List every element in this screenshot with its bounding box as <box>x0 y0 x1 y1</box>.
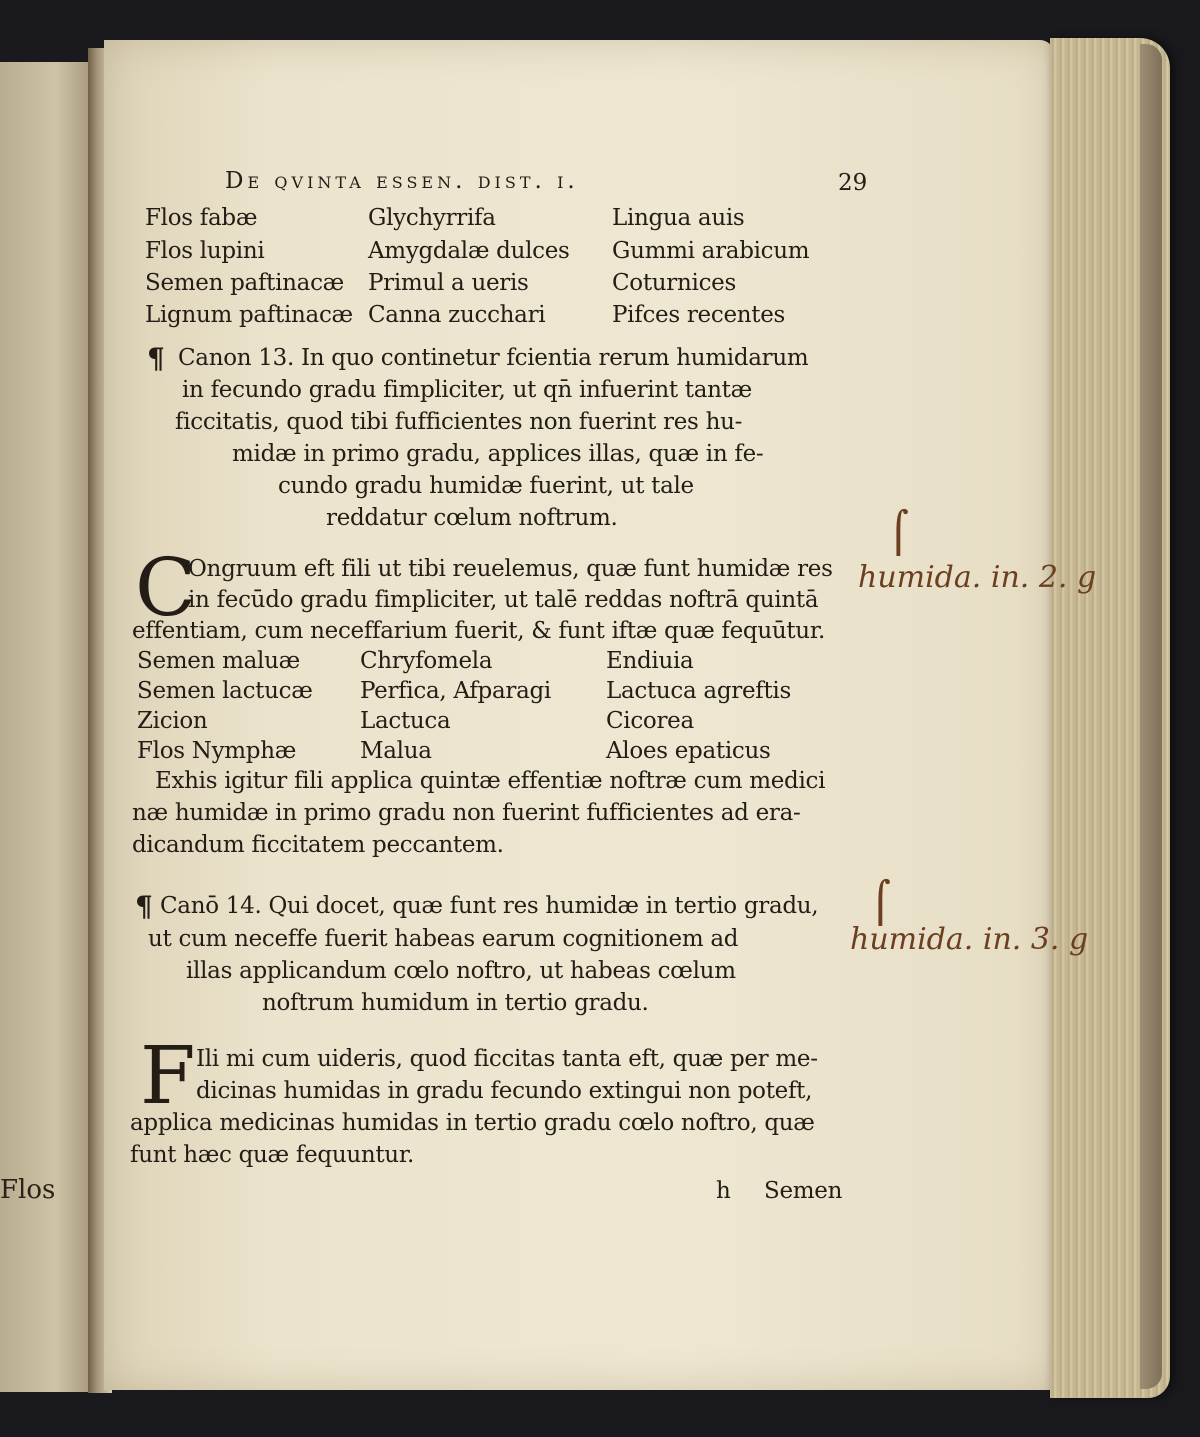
heading-line: ficcitatis, quod tibi fufficientes non fuerint res hu- <box>175 409 743 435</box>
paragraph-line: in fecūdo gradu fimpliciter, ut talē reddas noftrā quintā <box>188 587 819 613</box>
paragraph-line: Exhis igitur fili applica quintæ effentiæ noftræ cum medici <box>155 768 826 794</box>
list-item: Zicion <box>137 708 208 734</box>
heading-line: in fecundo gradu fimpliciter, ut qn̄ infuerint tantæ <box>182 377 752 403</box>
list-item: Flos fabæ <box>145 205 258 231</box>
heading-line: ut cum neceffe fuerit habeas earum cognitionem ad <box>148 926 739 952</box>
list-item: Semen maluæ <box>137 648 300 674</box>
list-item: Canna zucchari <box>368 302 546 328</box>
list-item: Cicorea <box>606 708 694 734</box>
marginal-note: humida. in. 3. g <box>850 922 1089 957</box>
folio-number: 29 <box>838 170 868 196</box>
pilcrow-icon: ¶ <box>147 342 165 375</box>
list-item: Semen lactucæ <box>137 678 313 704</box>
list-item: Semen paftinacæ <box>145 270 344 296</box>
list-item: Malua <box>360 738 432 764</box>
signature-mark: h <box>716 1178 731 1204</box>
list-item: Endiuia <box>606 648 694 674</box>
paragraph-line: applica medicinas humidas in tertio gradu cœlo noftro, quæ <box>130 1110 815 1136</box>
list-item: Amygdalæ dulces <box>368 238 570 264</box>
paragraph-line: funt hæc quæ fequuntur. <box>130 1142 415 1168</box>
list-item: Primul a ueris <box>368 270 529 296</box>
list-item: Gummi arabicum <box>612 238 810 264</box>
pilcrow-icon: ¶ <box>135 890 153 923</box>
paragraph-line: Ongruum eft fili ut tibi reuelemus, quæ funt humidæ res <box>188 556 833 582</box>
list-item: Aloes epaticus <box>606 738 771 764</box>
heading-line: noftrum humidum in tertio gradu. <box>262 990 649 1016</box>
list-item: Coturnices <box>612 270 736 296</box>
list-item: Lignum paftinacæ <box>145 302 353 328</box>
heading-line: reddatur cœlum noftrum. <box>326 505 618 531</box>
drop-cap: F <box>140 1029 196 1122</box>
list-item: Pifces recentes <box>612 302 786 328</box>
paragraph-line: Ili mi cum uideris, quod ficcitas tanta eft, quæ per me- <box>196 1046 818 1072</box>
marginal-note: humida. in. 2. g <box>858 560 1097 595</box>
paragraph-line: dicandum ficcitatem peccantem. <box>132 832 504 858</box>
list-item: Chryfomela <box>360 648 493 674</box>
heading-line: Canon 13. In quo continetur fcientia rerum humidarum <box>178 345 809 371</box>
paragraph-line: dicinas humidas in gradu fecundo extingui non poteft, <box>196 1078 813 1104</box>
catchword: Semen <box>764 1178 843 1204</box>
list-item: Perfica, Afparagi <box>360 678 551 704</box>
heading-line: Canō 14. Qui docet, quæ funt res humidæ in tertio gradu, <box>160 893 819 919</box>
paragraph-line: næ humidæ in primo gradu non fuerint fufficientes ad era- <box>132 800 801 826</box>
list-item: Lactuca <box>360 708 451 734</box>
heading-line: cundo gradu humidæ fuerint, ut tale <box>278 473 694 499</box>
bracket-mark-icon: ⌠ <box>888 510 909 556</box>
drop-cap: C <box>135 541 197 634</box>
left-page-fragment: Flos <box>0 1175 56 1205</box>
list-item: Flos lupini <box>145 238 265 264</box>
list-item: Lingua auis <box>612 205 745 231</box>
cover-edge <box>1140 44 1162 1389</box>
list-item: Glychyrrifa <box>368 205 496 231</box>
running-header: De qvinta essen. dist. i. <box>225 168 579 194</box>
bracket-mark-icon: ⌠ <box>870 880 891 926</box>
heading-line: illas applicandum cœlo noftro, ut habeas cœlum <box>186 958 736 984</box>
paragraph-line: effentiam, cum neceffarium fuerit, & funt iftæ quæ fequūtur. <box>132 618 826 644</box>
heading-line: midæ in primo gradu, applices illas, quæ in fe- <box>232 441 764 467</box>
list-item: Flos Nymphæ <box>137 738 297 764</box>
list-item: Lactuca agreftis <box>606 678 791 704</box>
